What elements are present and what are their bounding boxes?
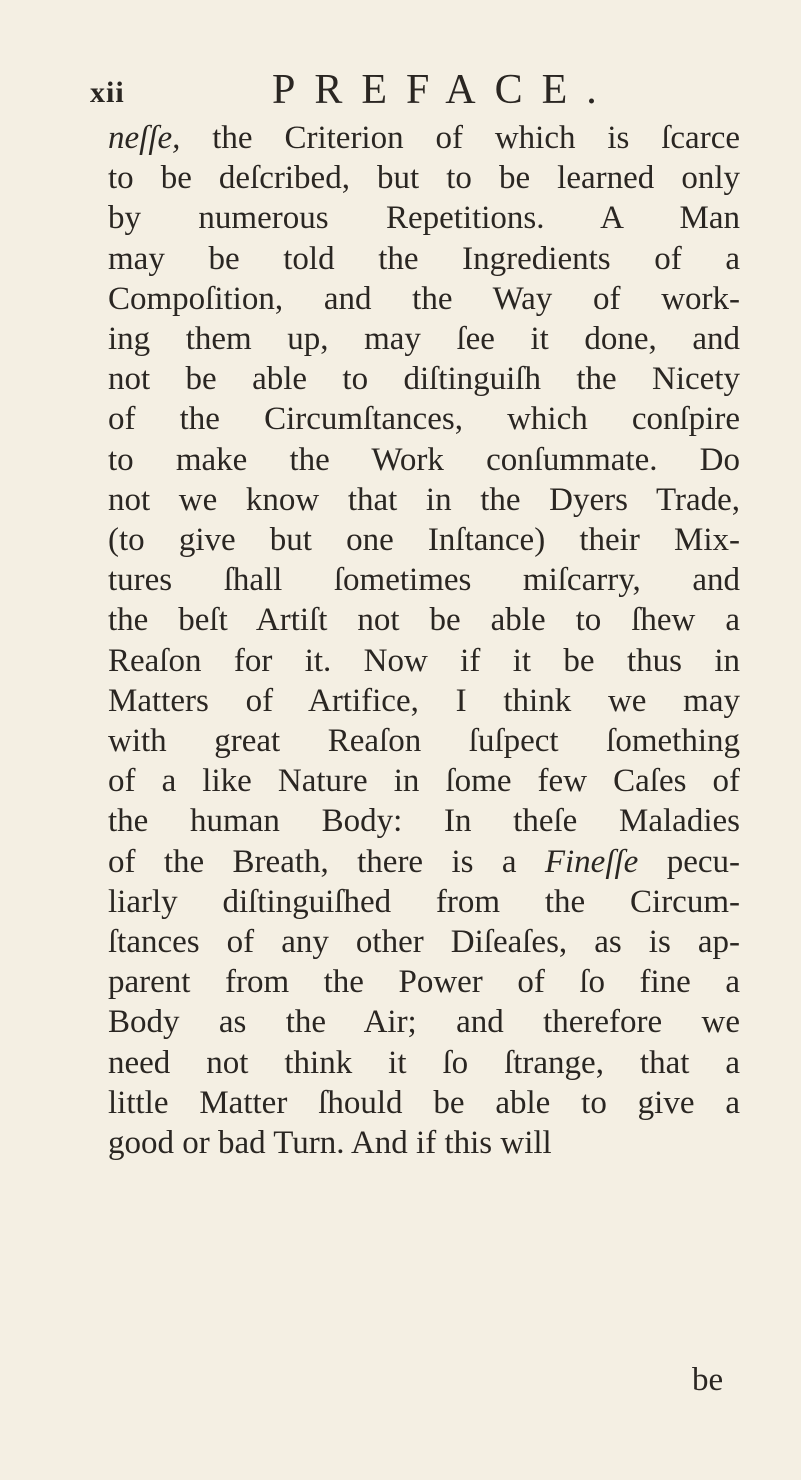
text-line	[108, 560, 740, 600]
text-segment: the beſt Artiſt not be able to ſhew a	[108, 602, 740, 639]
catchword: be	[692, 1362, 724, 1398]
text-segment: Body as the Air; and therefore we	[108, 1004, 740, 1041]
text-segment: tures ſhall ſometimes miſcarry, and	[108, 562, 740, 599]
text-segment: Compoſition, and the Way of work-	[108, 280, 740, 317]
text-line	[108, 319, 740, 359]
text-segment: of the Circumſtances, which conſpire	[108, 401, 740, 438]
text-segment: of the Breath, there is a	[108, 843, 545, 880]
text-segment: with great Reaſon ſuſpect ſomething	[108, 723, 740, 760]
text-segment: little Matter ſhould be able to give a	[108, 1084, 740, 1121]
text-segment: (to give but one Inſtance) their Mix-	[108, 522, 740, 559]
text-line	[108, 239, 740, 279]
text-line	[108, 359, 740, 399]
text-segment: the Criterion of which is ſcarce	[180, 120, 740, 156]
text-segment: ing them up, may ſee it done, and	[108, 321, 740, 358]
text-line	[108, 279, 740, 319]
text-line	[108, 882, 740, 922]
text-line	[108, 1002, 740, 1042]
text-segment: parent from the Power of ſo fine a	[108, 964, 740, 1001]
text-segment: to make the Work conſummate. Do	[108, 441, 740, 478]
text-line	[108, 681, 740, 721]
text-line	[108, 480, 740, 520]
text-line	[108, 440, 740, 480]
text-line	[108, 1083, 740, 1123]
text-line	[108, 641, 740, 681]
text-segment: to be deſcribed, but to be learned only	[108, 160, 740, 197]
text-line	[108, 600, 740, 640]
text-segment: Reaſon for it. Now if it be thus in	[108, 642, 740, 679]
text-line	[108, 962, 740, 1002]
text-segment: need not think it ſo ſtrange, that a	[108, 1044, 740, 1081]
text-segment: the human Body: In theſe Maladies	[108, 803, 740, 840]
text-line	[108, 198, 740, 238]
page-header	[90, 66, 750, 116]
body-text	[108, 118, 740, 1163]
text-line	[108, 118, 740, 158]
text-line	[108, 922, 740, 962]
text-segment: of a like Nature in ſome few Caſes of	[108, 763, 740, 800]
text-line	[108, 1123, 740, 1163]
text-line	[108, 761, 740, 801]
text-segment: not we know that in the Dyers Trade,	[108, 481, 740, 518]
text-segment: liarly diſtinguiſhed from the Circum-	[108, 883, 740, 920]
text-segment: not be able to diſtinguiſh the Nicety	[108, 361, 740, 398]
text-segment: ſtances of any other Diſeaſes, as is ap-	[108, 924, 740, 961]
italic-term: neſſe,	[108, 120, 181, 156]
text-segment: may be told the Ingredients of a	[108, 240, 740, 277]
text-line	[108, 399, 740, 439]
text-line	[108, 1043, 740, 1083]
italic-term: Fineſſe	[544, 843, 639, 880]
text-line	[108, 520, 740, 560]
running-head: PREFACE.	[272, 67, 616, 113]
page-number: xii	[90, 76, 125, 109]
text-segment: by numerous Repetitions. A Man	[108, 200, 740, 237]
text-line	[108, 721, 740, 761]
text-line	[108, 158, 740, 198]
text-segment: good or bad Turn. And if this will	[108, 1125, 552, 1162]
text-line	[108, 842, 740, 882]
text-line	[108, 801, 740, 841]
text-segment: pecu-	[638, 843, 740, 880]
text-segment: Matters of Artifice, I think we may	[108, 682, 740, 719]
